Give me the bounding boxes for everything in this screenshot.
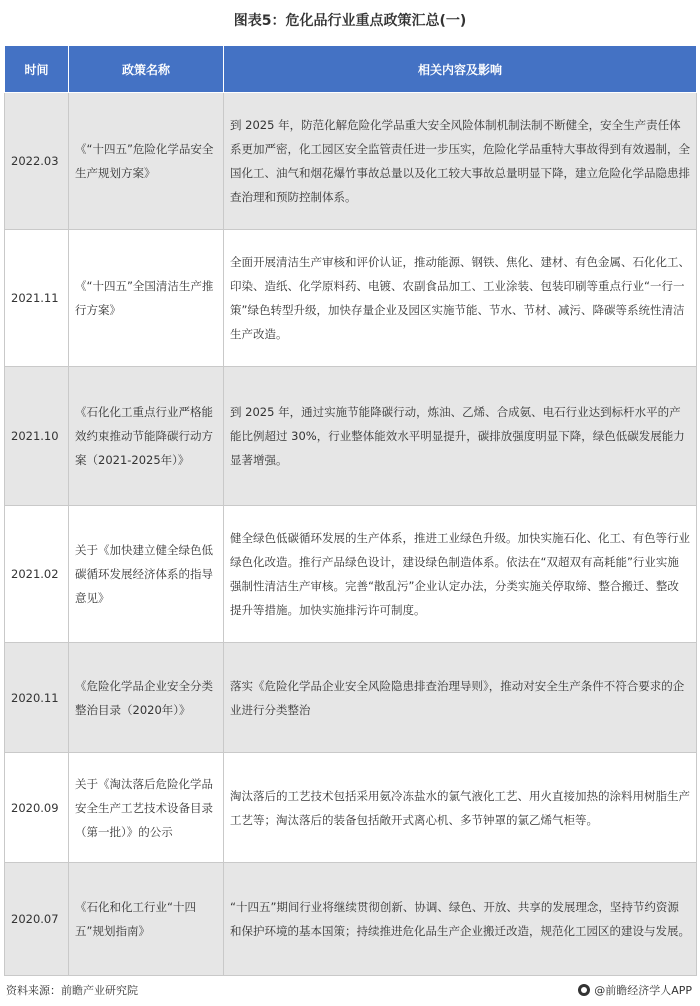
brand-logo-icon [578,984,590,996]
table-row [5,367,697,506]
row-content: 淘汰落后的工艺技术包括采用氨冷冻盐水的氯气液化工艺、用火直接加热的涂料用树脂生产工艺等；淘汰落后的装备包括敞开式离心机、多节钟罩的氯乙烯气柜等。 [224,753,697,863]
table-header-row [5,46,697,93]
row-date: 2021.11 [5,230,69,367]
row-content: 落实《危险化学品企业安全风险隐患排查治理导则》，推动对安全生产条件不符合要求的企业进行分类整治 [224,643,697,753]
row-content: “十四五”期间行业将继续贯彻创新、协调、绿色、开放、共享的发展理念，坚持节约资源和保护环境的基本国策；持续推进危化品生产企业搬迁改造，规范化工园区的建设与发展。 [224,863,697,976]
row-content: 健全绿色低碳循环发展的生产体系，推进工业绿色升级。加快实施石化、化工、有色等行业绿色化改造。推行产品绿色设计，建设绿色制造体系。依法在“双超双有高耗能”行业实施强制性清洁生产审核。完善“散乱污”企业认定办法，分类实施关停取缔、整合搬迁、整改提升等措施。加快实施排污许可制度。 [224,506,697,643]
policy-table [4,45,697,976]
row-policy-name: 《石化和化工行业“十四五”规划指南》 [69,863,224,976]
table-row [5,230,697,367]
brand-credit [578,982,692,998]
row-policy-name: 《危险化学品企业安全分类整治目录（2020年）》 [69,643,224,753]
table-row [5,863,697,976]
table-row [5,643,697,753]
brand-label: @前瞻经济学人APP [594,984,692,997]
row-content: 到 2025 年，防范化解危险化学品重大安全风险体制机制法制不断健全，安全生产责任体系更加严密，化工园区安全监管责任进一步压实，危险化学品重特大事故得到有效遏制，全国化工、油气和烟花爆竹事故总量以及化工较大事故总量明显下降，建立危险化学品隐患排查治理和预防控制体系。 [224,93,697,230]
header-date: 时间 [5,46,69,93]
row-date: 2020.07 [5,863,69,976]
table-row [5,506,697,643]
row-policy-name: 《“十四五”全国清洁生产推行方案》 [69,230,224,367]
row-date: 2021.10 [5,367,69,506]
row-date: 2020.11 [5,643,69,753]
header-content: 相关内容及影响 [224,46,697,93]
row-content: 到 2025 年，通过实施节能降碳行动，炼油、乙烯、合成氨、电石行业达到标杆水平的产能比例超过 30%，行业整体能效水平明显提升，碳排放强度明显下降，绿色低碳发展能力显著增强。 [224,367,697,506]
row-content: 全面开展清洁生产审核和评价认证，推动能源、钢铁、焦化、建材、有色金属、石化化工、印染、造纸、化学原料药、电镀、农副食品加工、工业涂装、包装印刷等重点行业“一行一策”绿色转型升级，加快存量企业及园区实施节能、节水、节材、减污、降碳等系统性清洁生产改造。 [224,230,697,367]
row-date: 2020.09 [5,753,69,863]
row-date: 2021.02 [5,506,69,643]
row-policy-name: 《石化化工重点行业严格能效约束推动节能降碳行动方案（2021-2025年）》 [69,367,224,506]
row-policy-name: 关于《加快建立健全绿色低碳循环发展经济体系的指导意见》 [69,506,224,643]
source-note: 资料来源：前瞻产业研究院 [6,984,138,997]
row-policy-name: 《“十四五”危险化学品安全生产规划方案》 [69,93,224,230]
table-row [5,93,697,230]
row-policy-name: 关于《淘汰落后危险化学品安全生产工艺技术设备目录（第一批）》的公示 [69,753,224,863]
header-policy-name: 政策名称 [69,46,224,93]
table-row [5,753,697,863]
page-title: 图表5：危化品行业重点政策汇总(一) [233,13,467,29]
row-date: 2022.03 [5,93,69,230]
